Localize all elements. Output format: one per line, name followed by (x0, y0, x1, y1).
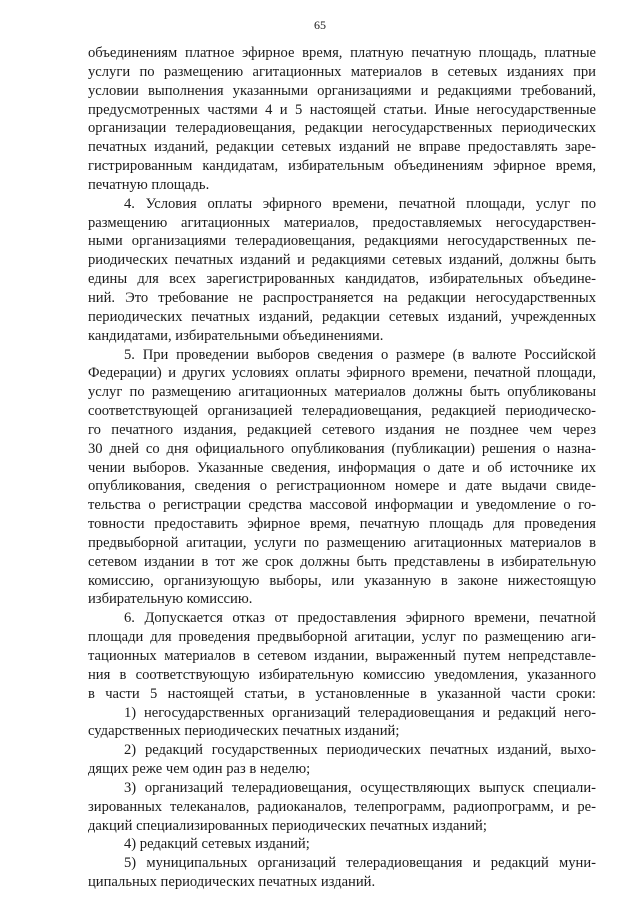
document-body (88, 44, 596, 892)
text-line: в части 5 настоящей статьи, в установленные в указанной части сроки: (88, 685, 596, 702)
text-line: риодических печатных изданий и редакциями сетевых изданий, должны быть (88, 252, 596, 269)
text-line: площади для проведения предвыборной агитации, услуг по размещению аги- (88, 629, 596, 646)
text-line: комиссию, организующую выборы, или указанную в законе нижестоящую (88, 572, 596, 589)
list-item-line: 2) редакций государственных периодических печатных изданий, выхо- (124, 742, 596, 759)
text-line: услуги по размещению агитационных материалов в сетевых изданиях при (88, 63, 596, 80)
text-line: дакций специализированных периодических печатных изданий; (88, 817, 487, 834)
text-line: печатную площадь. (88, 176, 210, 193)
text-line: объединениям платное эфирное время, платную печатную площадь, платные (88, 45, 596, 61)
text-line: ными организациями телерадиовещания, редакциями негосударственных пе- (88, 233, 596, 250)
text-line: кандидатами, избирательными объединениями. (88, 327, 384, 344)
text-line: чении выборов. Указанные сведения, информация о дате и об источнике их (88, 459, 596, 476)
text-line: избирательную комиссию. (88, 591, 253, 608)
list-item-line: 5) муниципальных организаций телерадиовещания и редакций муни- (124, 855, 596, 872)
text-line: организации телерадиовещания, редакции негосударственных периодических (88, 120, 596, 137)
text-line: опубликования, сведения о регистрационном номере и дате выдачи свиде- (88, 478, 596, 495)
text-line: ния в соответствующую избирательную комиссию уведомления, указанного (88, 666, 596, 683)
paragraph-start-line: 6. Допускается отказ от предоставления эфирного времени, печатной (124, 610, 596, 627)
text-line: периодических печатных изданий, редакции сетевых изданий, учрежденных (88, 308, 596, 325)
text-line: едины для всех зарегистрированных кандидатов, избирательных объедине- (88, 271, 596, 288)
text-line: ний. Это требование не распространяется на редакции негосударственных (88, 289, 596, 306)
text-line: 30 дней со дня официального опубликования (публикации) решения о назна- (88, 440, 596, 457)
text-line: Федерации) и других условиях оплаты эфирного времени, печатной площади, (88, 365, 596, 382)
text-line: соответствующей организацией телерадиовещания, редакцией периодическо- (88, 403, 596, 420)
text-line: дящих реже чем один раз в неделю; (88, 761, 311, 778)
text-line: предвыборной агитации, услуги по размещению агитационных материалов в (88, 534, 596, 551)
list-item-line: 3) организаций телерадиовещания, осуществляющих выпуск специали- (124, 779, 596, 796)
text-line: услуг по размещению агитационных материалов должны быть опубликованы (88, 384, 596, 401)
text-line: печатных изданий, редакции сетевых изданий не вправе предоставлять заре- (88, 139, 596, 156)
text-line: предусмотренных частями 4 и 5 настоящей статьи. Иные негосударственные (88, 101, 596, 118)
text-line: тельства о регистрации средства массовой информации и уведомление о го- (88, 497, 596, 514)
text-line: условии выполнения указанными организациями и редакциями требований, (88, 82, 596, 99)
paragraph-start-line: 5. При проведении выборов сведения о размере (в валюте Российской (124, 346, 596, 363)
page-number: 65 (314, 18, 326, 32)
text-line: сетевом издании в тот же срок должны быть представлены в избирательную (88, 553, 596, 570)
paragraph-start-line: 4. Условия оплаты эфирного времени, печатной площади, услуг по (124, 195, 596, 212)
list-item-line: 1) негосударственных организаций телерадиовещания и редакций него- (124, 704, 596, 721)
text-line: гистрированным кандидатам, избирательным объединениям эфирное время, (88, 158, 596, 175)
text-line: ципальных периодических печатных изданий. (88, 874, 376, 891)
text-line: го печатного издания, редакцией сетевого издания не позднее чем через (88, 421, 596, 438)
text-line: сударственных периодических печатных изданий; (88, 723, 400, 740)
text-line: тационных материалов в сетевом издании, выраженный путем непредставле- (88, 648, 596, 664)
list-item-line: 4) редакций сетевых изданий; (124, 836, 310, 853)
text-line: товности предоставить эфирное время, печатную площадь для проведения (88, 516, 596, 533)
text-line: зированных телеканалов, радиоканалов, телепрограмм, радиопрограмм, и ре- (88, 798, 596, 815)
text-line: размещению агитационных материалов, предоставляемых негосударствен- (88, 214, 596, 231)
